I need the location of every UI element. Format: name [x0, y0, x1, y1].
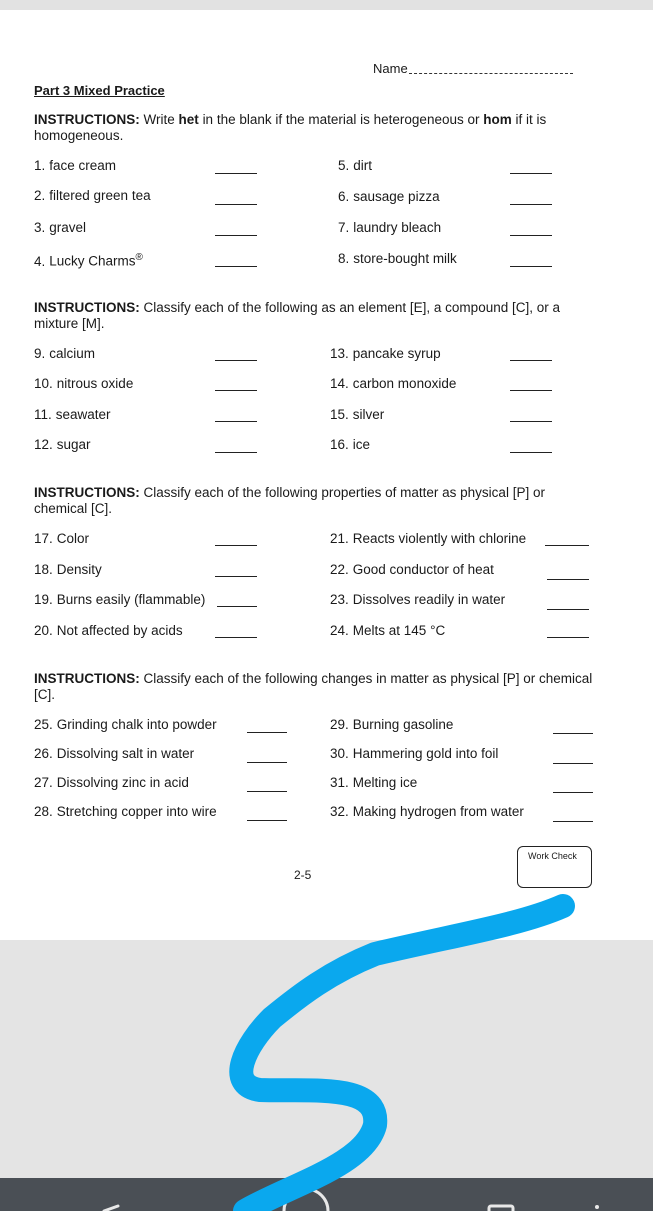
- question-18: 18. Density: [34, 562, 102, 577]
- name-label: Name: [373, 61, 408, 76]
- instructions-4: INSTRUCTIONS: Classify each of the following changes in matter as physical [P] or chemical [C].: [34, 671, 593, 702]
- question-13: 13. pancake syrup: [330, 346, 441, 361]
- question-19: 19. Burns easily (flammable): [34, 592, 206, 607]
- question-22: 22. Good conductor of heat: [330, 562, 494, 577]
- question-31: 31. Melting ice: [330, 775, 418, 790]
- instructions-3: INSTRUCTIONS: Classify each of the following properties of matter as physical [P] or chemical [C].: [34, 485, 545, 516]
- question-3: 3. gravel: [34, 220, 87, 235]
- question-5: 5. dirt: [338, 158, 373, 173]
- question-14: 14. carbon monoxide: [330, 376, 457, 391]
- instructions-1: INSTRUCTIONS: Write het in the blank if the material is heterogeneous or hom if it is homogeneous.: [34, 112, 547, 143]
- question-29: 29. Burning gasoline: [330, 717, 454, 732]
- question-11: 11. seawater: [34, 407, 111, 422]
- question-27: 27. Dissolving zinc in acid: [34, 775, 189, 790]
- question-17: 17. Color: [34, 531, 90, 546]
- page-number: 2-5: [294, 868, 312, 882]
- question-32: 32. Making hydrogen from water: [330, 804, 524, 819]
- question-6: 6. sausage pizza: [338, 189, 440, 204]
- question-4: 4. Lucky Charms®: [34, 252, 143, 269]
- question-30: 30. Hammering gold into foil: [330, 746, 499, 761]
- question-25: 25. Grinding chalk into powder: [34, 717, 217, 732]
- question-24: 24. Melts at 145 °C: [330, 623, 446, 638]
- work-check-label: Work Check: [528, 851, 577, 861]
- question-15: 15. silver: [330, 407, 385, 422]
- question-23: 23. Dissolves readily in water: [330, 592, 506, 607]
- instructions-2: INSTRUCTIONS: Classify each of the following as an element [E], a compound [C], or a mixture [M].: [34, 300, 560, 331]
- question-12: 12. sugar: [34, 437, 91, 452]
- question-26: 26. Dissolving salt in water: [34, 746, 195, 761]
- question-8: 8. store-bought milk: [338, 251, 457, 266]
- question-28: 28. Stretching copper into wire: [34, 804, 217, 819]
- question-21: 21. Reacts violently with chlorine: [330, 531, 527, 546]
- question-10: 10. nitrous oxide: [34, 376, 134, 391]
- question-20: 20. Not affected by acids: [34, 623, 183, 638]
- question-9: 9. calcium: [34, 346, 96, 361]
- question-2: 2. filtered green tea: [34, 188, 151, 203]
- part-title: Part 3 Mixed Practice: [34, 83, 165, 98]
- question-16: 16. ice: [330, 437, 371, 452]
- question-7: 7. laundry bleach: [338, 220, 442, 235]
- question-1: 1. face cream: [34, 158, 117, 173]
